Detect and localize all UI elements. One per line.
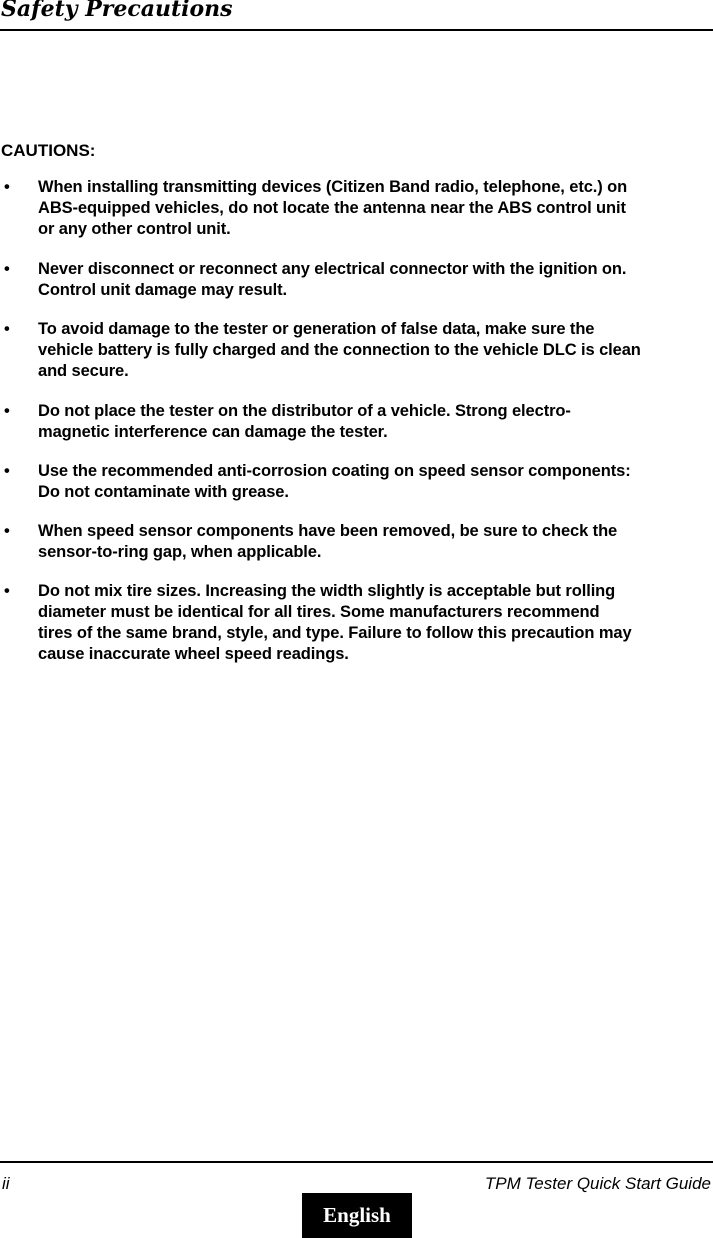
caution-line: and secure. — [38, 362, 129, 380]
cautions-heading: CAUTIONS: — [1, 141, 96, 160]
bullet-icon: • — [4, 320, 10, 338]
caution-line: Do not mix tire sizes. Increasing the width slightly is acceptable but rolling — [38, 582, 616, 600]
bullet-icon: • — [4, 522, 10, 540]
caution-line: vehicle battery is fully charged and the connection to the vehicle DLC is clean — [38, 341, 641, 359]
header-divider — [0, 29, 713, 31]
caution-line: sensor-to-ring gap, when applicable. — [38, 543, 322, 561]
caution-line: tires of the same brand, style, and type. Failure to follow this precaution may — [38, 624, 632, 642]
caution-line: Never disconnect or reconnect any electrical connector with the ignition on. — [38, 260, 627, 278]
caution-line: Do not place the tester on the distributor of a vehicle. Strong electro- — [38, 402, 571, 420]
caution-line: magnetic interference can damage the tester. — [38, 423, 388, 441]
caution-text — [38, 521, 712, 563]
caution-line: Control unit damage may result. — [38, 281, 288, 299]
caution-line: Do not contaminate with grease. — [38, 483, 289, 501]
caution-text — [38, 177, 712, 240]
caution-line: diameter must be identical for all tires. Some manufacturers recommend — [38, 603, 600, 621]
caution-text — [38, 259, 712, 301]
page-number: ii — [2, 1174, 10, 1193]
language-tab: English — [302, 1193, 412, 1238]
footer-divider — [0, 1161, 713, 1163]
guide-title: TPM Tester Quick Start Guide — [484, 1174, 711, 1193]
caution-line: cause inaccurate wheel speed readings. — [38, 645, 349, 663]
bullet-icon: • — [4, 582, 10, 600]
caution-text — [38, 401, 712, 443]
bullet-icon: • — [4, 462, 10, 480]
bullet-icon: • — [4, 260, 10, 278]
caution-line: ABS-equipped vehicles, do not locate the antenna near the ABS control unit — [38, 199, 626, 217]
caution-line: When installing transmitting devices (Citizen Band radio, telephone, etc.) on — [38, 178, 628, 196]
caution-line: or any other control unit. — [38, 220, 231, 238]
caution-line: Use the recommended anti-corrosion coating on speed sensor components: — [38, 462, 631, 480]
bullet-icon: • — [4, 178, 10, 196]
running-header-title: Safety Precautions — [1, 0, 233, 22]
caution-text — [38, 461, 712, 503]
bullet-icon: • — [4, 402, 10, 420]
caution-line: When speed sensor components have been removed, be sure to check the — [38, 522, 618, 540]
caution-text — [38, 319, 712, 382]
caution-line: To avoid damage to the tester or generation of false data, make sure the — [38, 320, 595, 338]
caution-text — [38, 581, 712, 665]
